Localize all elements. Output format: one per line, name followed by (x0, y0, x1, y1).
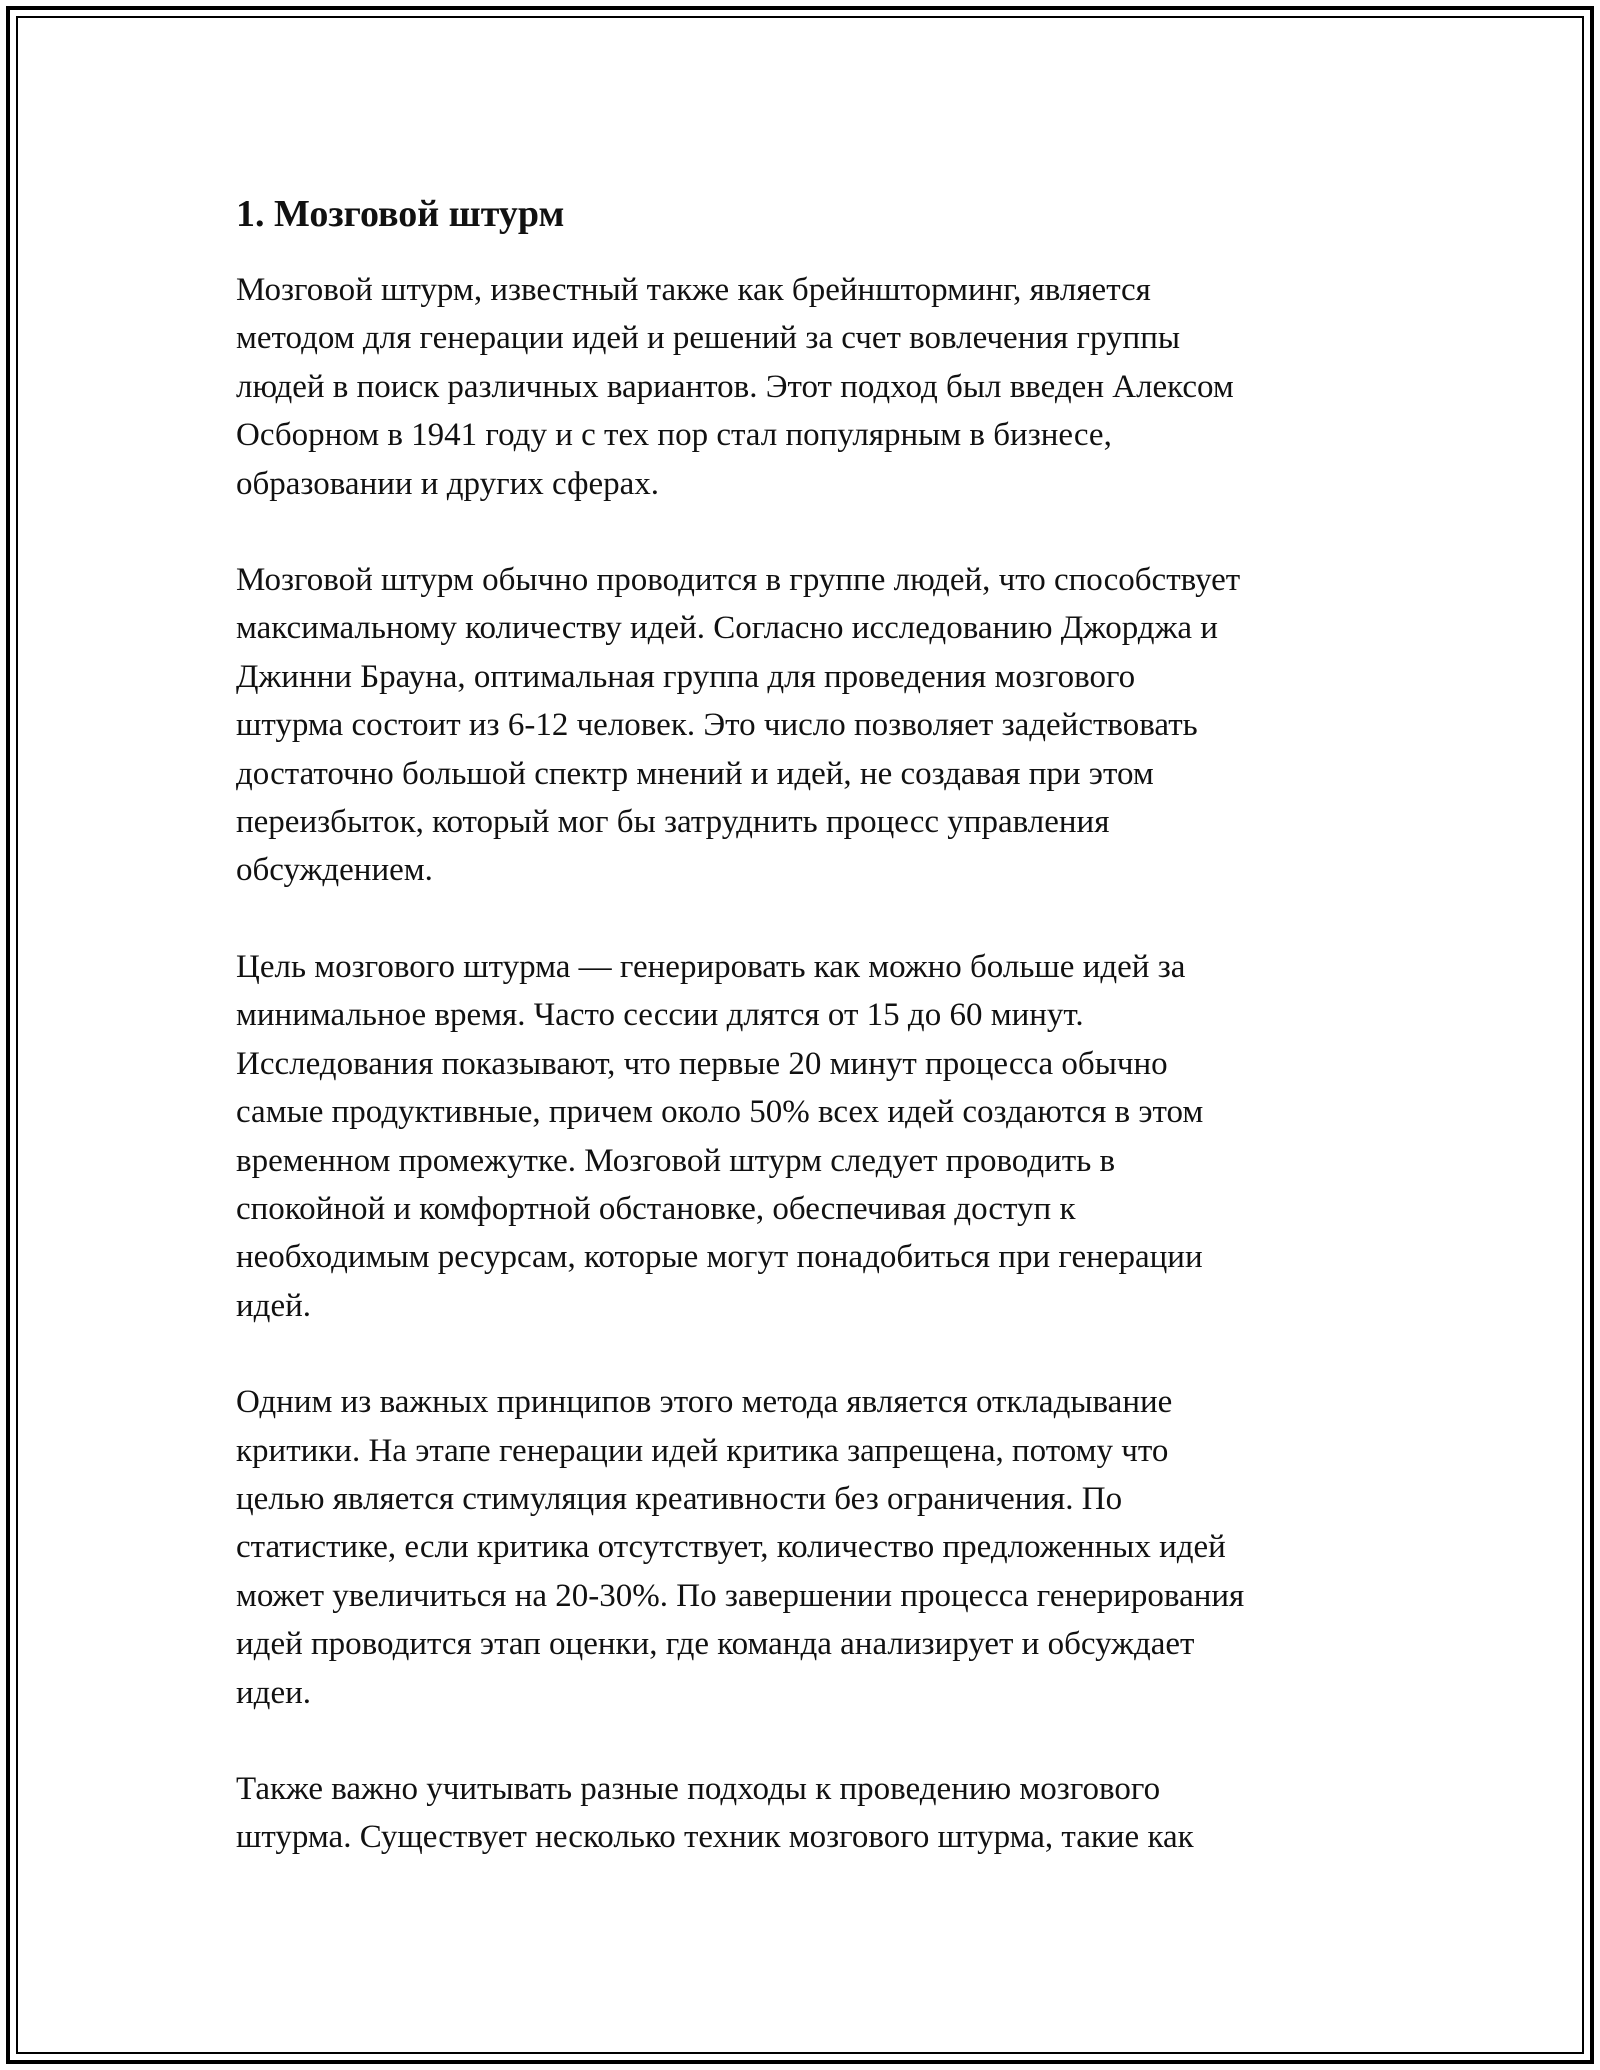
section-heading: 1. Мозговой штурм (236, 193, 565, 235)
paragraph-5: Также важно учитывать разные подходы к проведению мозгового штурма. Существует несколько техник мозгового штурма, такие как (236, 1770, 1194, 1856)
document-body (236, 188, 1366, 1862)
paragraph-2: Мозговой штурм обычно проводится в группе людей, что способствует максимальному количеству идей. Согласно исследованию Джорджа и Джинни Брауна, оптимальная группа для проведения мозгового штурма состоит из 6-12 человек. Это число позволяет задействовать достаточно большой спектр мнений и идей, не создавая при этом переизбыток, который мог бы затруднить процесс управления обсуждением. (236, 562, 1241, 889)
paragraph-3: Цель мозгового штурма — генерировать как можно больше идей за минимальное время. Часто сессии длятся от 15 до 60 минут. Исследования показывают, что первые 20 минут процесса обычно самые продуктивные, причем около 50% всех идей создаются в этом временном промежутке. Мозговой штурм следует проводить в спокойной и комфортной обстановке, обеспечивая доступ к необходимым ресурсам, которые могут понадобиться при генерации идей. (236, 948, 1204, 1324)
paragraph-1: Мозговой штурм, известный также как брейншторминг, является методом для генерации идей и решений за счет вовлечения группы людей в поиск различных вариантов. Этот подход был введен Алексом Осборном в 1941 году и с тех пор стал популярным в бизнесе, образовании и других сферах. (236, 272, 1234, 502)
paragraph-4: Одним из важных принципов этого метода является откладывание критики. На этапе генерации идей критика запрещена, потому что целью является стимуляция креативности без ограничения. По статистике, если критика отсутствует, количество предложенных идей может увеличиться на 20-30%. По завершении процесса генерирования идей проводится этап оценки, где команда анализирует и обсуждает идеи. (236, 1384, 1245, 1711)
